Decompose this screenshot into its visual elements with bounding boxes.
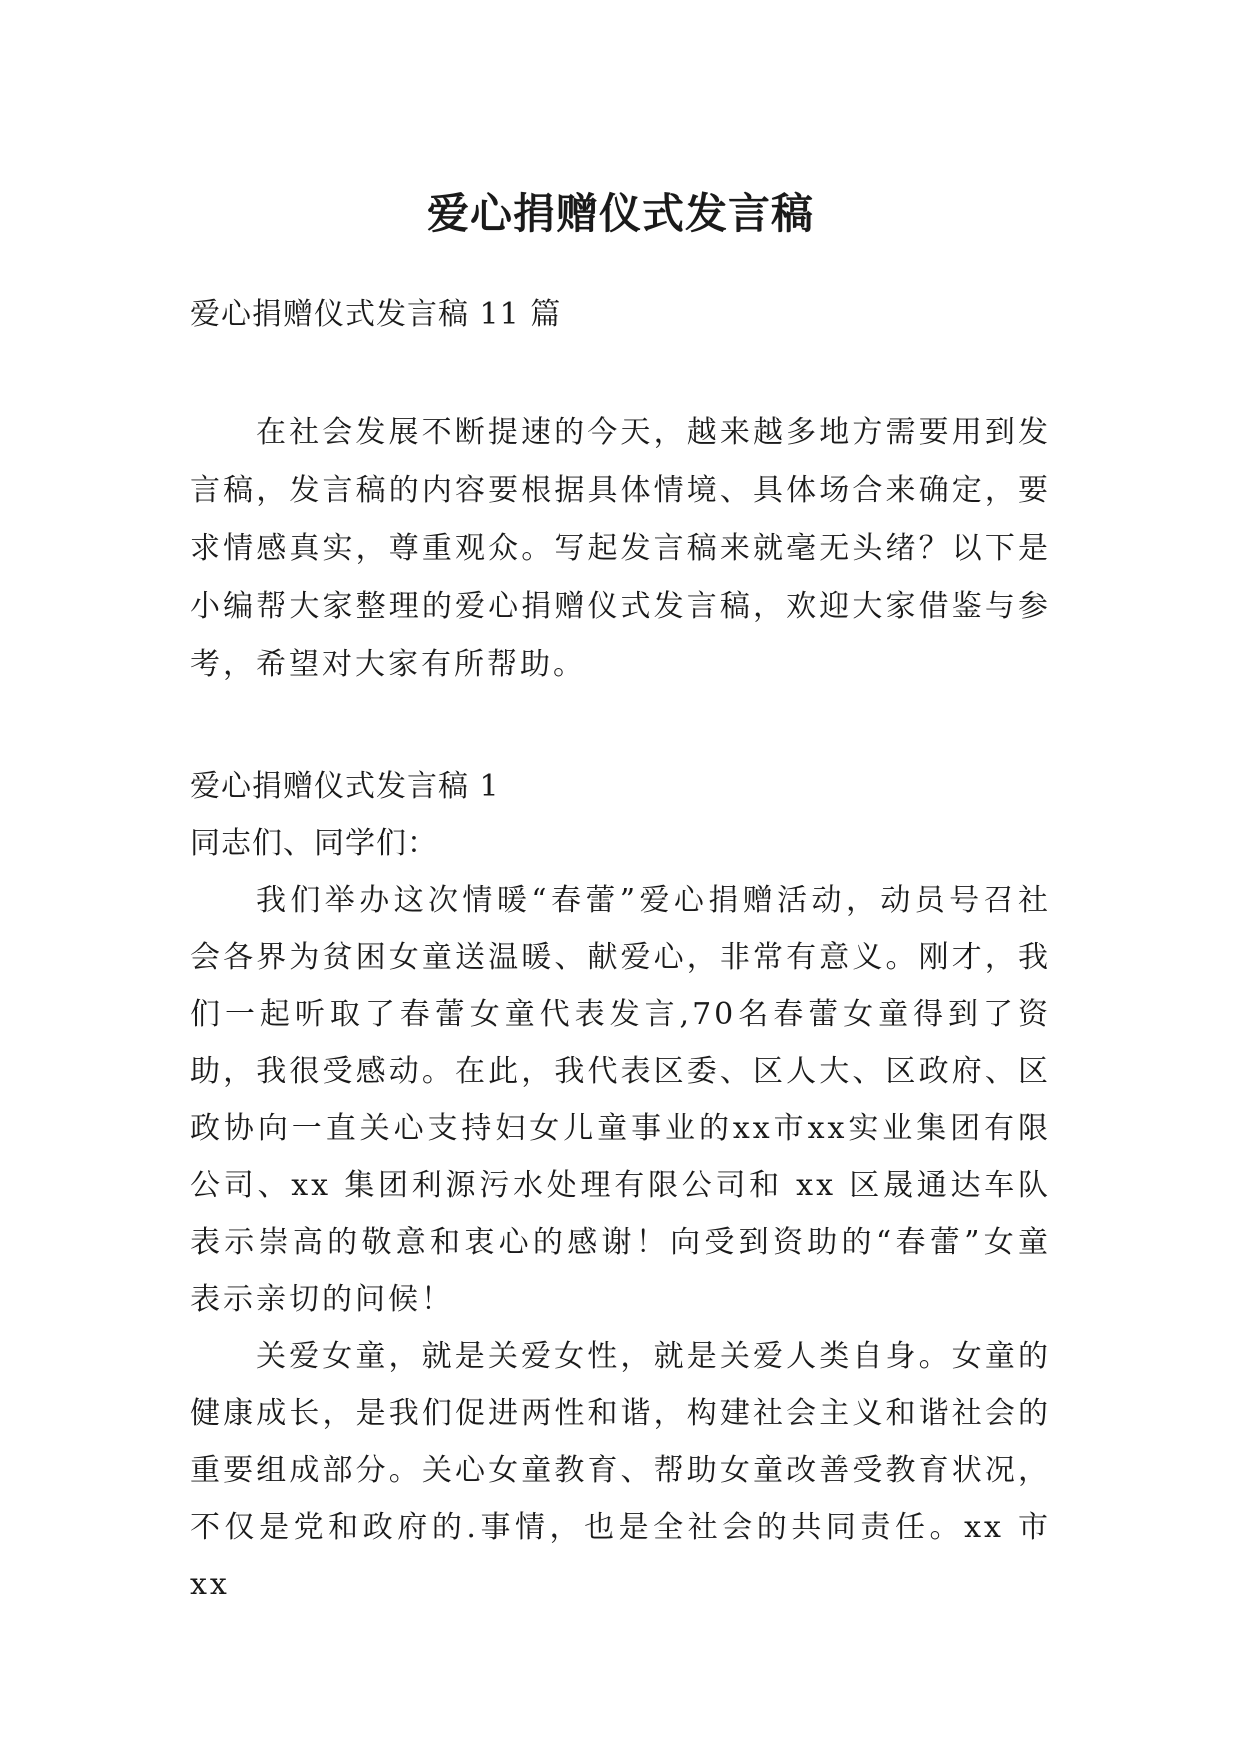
document-title: 爱心捐赠仪式发言稿 [426,189,814,239]
intro-block [190,404,1051,694]
salutation: 同志们、同学们： [190,826,438,861]
body-paragraph: 我们举办这次情暖“春蕾”爱心捐赠活动，动员号召社会各界为贫困女童送温暖、献爱心，非常有意义。刚才，我们一起听取了春蕾女童代表发言,70名春蕾女童得到了资助，我很受感动。在此，我代表区委、区人大、区政府、区政协向一直关心支持妇女儿童事业的xx市xx实业集团有限公司、xx 集团利源污水处理有限公司和 xx 区晟通达车队表示崇高的敬意和衷心的感谢！向受到资助的“春蕾”女童表示亲切的问候！ [190,883,1051,1317]
body-paragraph: 关爱女童，就是关爱女性，就是关爱人类自身。女童的健康成长，是我们促进两性和谐，构建社会主义和谐社会的重要组成部分。关心女童教育、帮助女童改善受教育状况，不仅是党和政府的.事情，也是全社会的共同责任。xx 市 xx [190,1339,1051,1602]
section-1 [190,758,1051,1613]
section-heading: 爱心捐赠仪式发言稿 1 [190,769,500,804]
document-subtitle: 爱心捐赠仪式发言稿 11 篇 [190,297,562,332]
intro-paragraph: 在社会发展不断提速的今天，越来越多地方需要用到发言稿，发言稿的内容要根据具体情境、具体场合来确定，要求情感真实，尊重观众。写起发言稿来就毫无头绪？以下是小编帮大家整理的爱心捐赠仪式发言稿，欢迎大家借鉴与参考，希望对大家有所帮助。 [190,415,1051,682]
